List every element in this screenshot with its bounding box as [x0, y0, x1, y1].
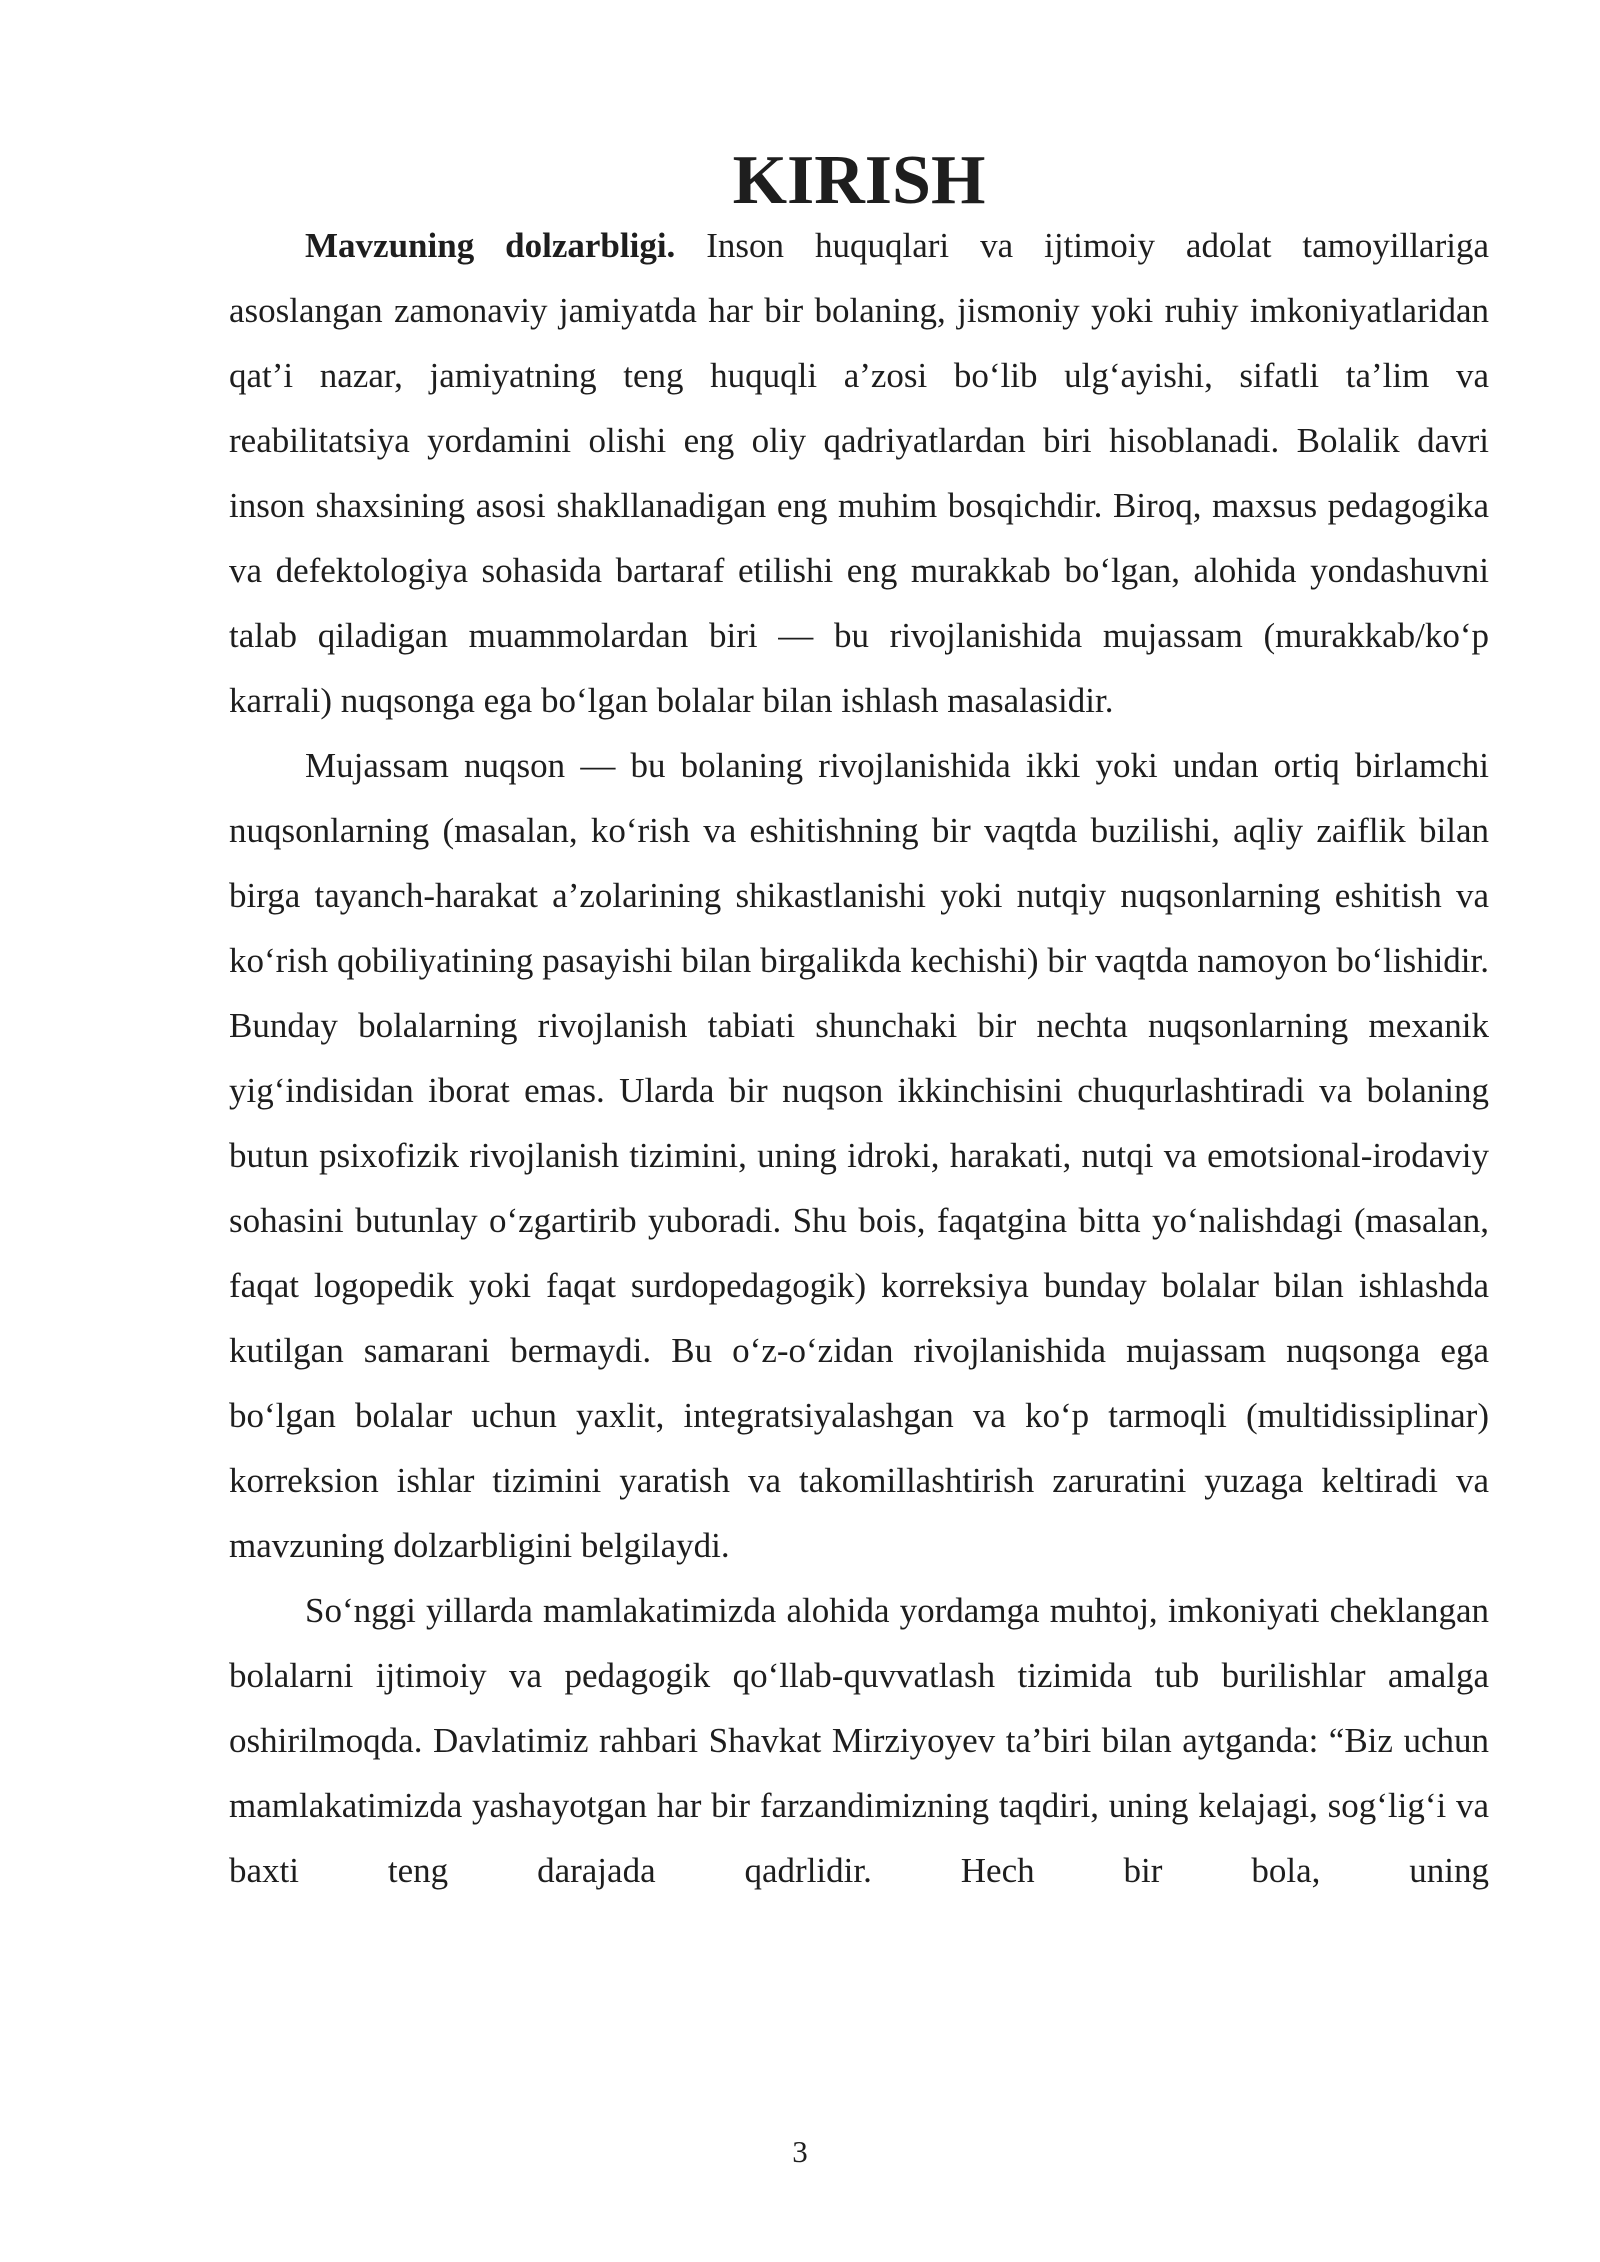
section-heading: KIRISH [732, 142, 986, 219]
page-number: 3 [792, 2134, 808, 2169]
paragraph-recent-years [229, 1578, 1489, 1903]
paragraph-text: Mujassam nuqson — bu bolaning rivojlanishida ikki yoki undan ortiq birlamchi nuqsonlarning (masalan, ko‘rish va eshitishning bir vaqtda buzilishi, aqliy zaiflik bilan birga tayanch-harakat a’zolarining shikastlanishi yoki nutqiy nuqsonlarning eshitish va ko‘rish qobiliyatining pasayishi bilan birgalikda kechishi) bir vaqtda namoyon bo‘lishidir. Bunday bolalarning rivojlanish tabiati shunchaki bir nechta nuqsonlarning mexanik yig‘indisidan iborat emas. Ularda bir nuqson ikkinchisini chuqurlashtiradi va bolaning butun psixofizik rivojlanish tizimini, uning idroki, harakati, nutqi va emotsional-irodaviy sohasini butunlay o‘zgartirib yuboradi. Shu bois, faqatgina bitta yo‘nalishdagi (masalan, faqat logopedik yoki faqat surdopedagogik) korreksiya bunday bolalar bilan ishlashda kutilgan samarani bermaydi. Bu o‘z-o‘zidan rivojlanishida mujassam nuqsonga ega bo‘lgan bolalar uchun yaxlit, integratsiyalashgan va ko‘p tarmoqli (multidissiplinar) korreksion ishlar tizimini yaratish va takomillashtirish zaruratini yuzaga keltiradi va mavzuning dolzarbligini belgilaydi. [229, 746, 1489, 1565]
page-body [229, 142, 1489, 1903]
paragraph-complex-defect [229, 733, 1489, 1578]
paragraph-text: So‘nggi yillarda mamlakatimizda alohida yordamga muhtoj, imkoniyati cheklangan bolalarni ijtimoiy va pedagogik qo‘llab-quvvatlash tizimida tub burilishlar amalga oshirilmoqda. Davlatimiz rahbari Shavkat Mirziyoyev ta’biri bilan aytganda: “Biz uchun mamlakatimizda yashayotgan har bir farzandimizning taqdiri, uning kelajagi, sog‘lig‘i va baxti teng darajada qadrlidir. Hech bir bola, uning [229, 1591, 1489, 1890]
paragraph-text: Inson huquqlari va ijtimoiy adolat tamoyillariga asoslangan zamonaviy jamiyatda har bir bolaning, jismoniy yoki ruhiy imkoniyatlaridan qat’i nazar, jamiyatning teng huquqli a’zosi bo‘lib ulg‘ayishi, sifatli ta’lim va reabilitatsiya yordamini olishi eng oliy qadriyatlardan biri hisoblanadi. Bolalik davri inson shaxsining asosi shakllanadigan eng muhim bosqichdir. Biroq, maxsus pedagogika va defektologiya sohasida bartaraf etilishi eng murakkab bo‘lgan, alohida yondashuvni talab qiladigan muammolardan biri — bu rivojlanishida mujassam (murakkab/ko‘p karrali) nuqsonga ega bo‘lgan bolalar bilan ishlash masalasidir. [229, 226, 1489, 720]
paragraph-relevance [229, 213, 1489, 733]
paragraph-lead: Mavzuning dolzarbligi. [305, 226, 676, 265]
